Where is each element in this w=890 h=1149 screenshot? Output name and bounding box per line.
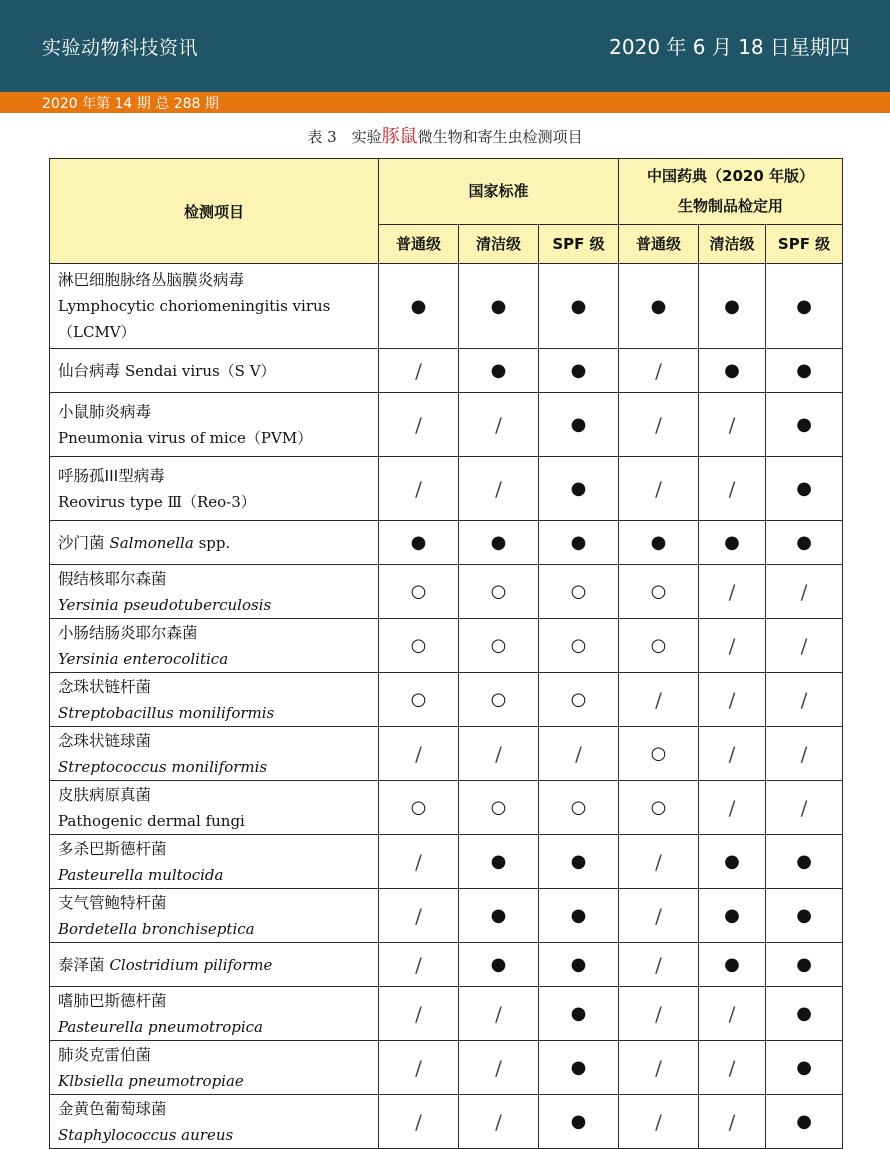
item-abbreviation: （LCMV） [58, 323, 136, 341]
item-latin-name: Pasteurella pneumotropica [58, 1017, 264, 1036]
table-row [50, 673, 843, 727]
table-row [50, 781, 843, 835]
detection-item [50, 393, 379, 457]
item-chinese-name: 小鼠肺炎病毒 [58, 402, 152, 421]
table-row [50, 393, 843, 457]
table-row [50, 835, 843, 889]
test-mark: / [619, 349, 699, 393]
publication-title: 实验动物科技资讯 [42, 37, 199, 59]
test-mark: / [619, 457, 699, 521]
detection-item [50, 889, 379, 943]
test-mark: / [619, 889, 699, 943]
test-mark: ● [459, 943, 539, 987]
item-chinese-name: 肺炎克雷伯菌 [58, 1045, 152, 1064]
test-mark: ● [539, 835, 619, 889]
test-mark: / [619, 987, 699, 1041]
test-mark: ● [539, 889, 619, 943]
test-mark: / [459, 727, 539, 781]
item-chinese-name: 仙台病毒 [58, 361, 121, 380]
test-mark: / [766, 727, 843, 781]
test-mark: / [459, 393, 539, 457]
item-latin-suffix: spp. [193, 533, 231, 552]
test-mark: ● [619, 521, 699, 565]
table-row [50, 727, 843, 781]
detection-item [50, 673, 379, 727]
test-mark: ○ [459, 619, 539, 673]
item-latin-name: Klbsiella pneumotropiae [58, 1071, 244, 1090]
item-chinese-name: 假结核耶尔森菌 [58, 569, 167, 588]
item-latin-name: Bordetella bronchiseptica [58, 919, 255, 938]
item-chinese-name: 呼肠孤III型病毒 [58, 466, 165, 485]
item-chinese-name: 淋巴细胞脉络丛脑膜炎病毒 [58, 271, 245, 289]
table-row [50, 1041, 843, 1095]
level-header-5: 清洁级 [699, 224, 766, 263]
test-mark: ● [539, 393, 619, 457]
item-latin-name: Yersinia enterocolitica [58, 649, 229, 668]
test-mark: ○ [459, 781, 539, 835]
test-mark: ● [699, 521, 766, 565]
detection-item [50, 565, 379, 619]
test-mark: ● [766, 457, 843, 521]
test-mark: / [766, 673, 843, 727]
item-chinese-name: 多杀巴斯德杆菌 [58, 839, 167, 858]
item-latin-name: Pasteurella multocida [58, 865, 224, 884]
test-mark: ● [539, 457, 619, 521]
test-mark: / [459, 457, 539, 521]
test-mark: / [619, 835, 699, 889]
pharmacopoeia-header [619, 159, 843, 225]
test-mark: / [619, 673, 699, 727]
test-mark: ○ [379, 781, 459, 835]
test-mark: ● [539, 264, 619, 349]
pharmacopoeia-line2: 生物制品检定用 [678, 197, 784, 216]
test-mark: / [459, 1095, 539, 1149]
test-mark: / [699, 457, 766, 521]
detection-item [50, 521, 379, 565]
test-mark: / [539, 727, 619, 781]
test-mark: ● [459, 349, 539, 393]
detection-item [50, 1041, 379, 1095]
test-mark: / [619, 1095, 699, 1149]
item-chinese-name: 嗜肺巴斯德杆菌 [58, 991, 167, 1010]
test-mark: / [379, 987, 459, 1041]
item-latin-name: Clostridium piliforme [109, 955, 273, 974]
item-chinese-name: 金黄色葡萄球菌 [58, 1099, 167, 1118]
level-header-4: 普通级 [619, 224, 699, 263]
test-mark: / [699, 619, 766, 673]
table-row [50, 457, 843, 521]
test-mark: ● [699, 943, 766, 987]
test-mark: ● [539, 1041, 619, 1095]
test-mark: ● [766, 987, 843, 1041]
test-mark: / [619, 393, 699, 457]
table-row [50, 987, 843, 1041]
item-chinese-name: 小肠结肠炎耶尔森菌 [58, 623, 198, 642]
test-mark: / [379, 1041, 459, 1095]
test-mark: ● [539, 521, 619, 565]
test-mark: / [619, 943, 699, 987]
item-chinese-name: 念珠状链球菌 [58, 731, 152, 750]
item-chinese-name: 沙门菌 [58, 533, 105, 552]
detection-item [50, 349, 379, 393]
item-english-name: Pneumonia virus of mice（PVM） [58, 428, 313, 447]
item-latin-name: Yersinia pseudotuberculosis [58, 595, 272, 614]
item-latin-name: Salmonella [109, 533, 194, 552]
test-mark: / [766, 619, 843, 673]
issue-band [0, 92, 890, 113]
test-mark: / [766, 565, 843, 619]
item-chinese-name: 泰泽菌 [58, 955, 105, 974]
item-chinese-name: 支气管鲍特杆菌 [58, 893, 167, 912]
item-chinese-name: 皮肤病原真菌 [58, 785, 152, 804]
test-mark: ● [459, 835, 539, 889]
test-mark: ○ [379, 619, 459, 673]
detection-item [50, 943, 379, 987]
test-mark: ● [766, 349, 843, 393]
test-mark: ○ [619, 727, 699, 781]
test-mark: / [699, 987, 766, 1041]
detection-table [49, 158, 843, 1149]
test-mark: / [699, 781, 766, 835]
test-mark: ○ [539, 781, 619, 835]
table-row [50, 889, 843, 943]
test-mark: ● [766, 1095, 843, 1149]
header-date: 2020 年 6 月 18 日星期四 [609, 35, 850, 59]
table-row [50, 619, 843, 673]
test-mark: ○ [459, 565, 539, 619]
test-mark: ● [766, 889, 843, 943]
test-mark: / [379, 1095, 459, 1149]
test-mark: / [619, 1041, 699, 1095]
test-mark: ● [459, 521, 539, 565]
test-mark: ○ [619, 781, 699, 835]
test-mark: / [459, 987, 539, 1041]
detection-item [50, 835, 379, 889]
caption-suffix: 微生物和寄生虫检测项目 [417, 128, 583, 146]
detection-item [50, 987, 379, 1041]
test-mark: / [379, 349, 459, 393]
caption-prefix: 表 3 实验 [307, 128, 382, 146]
test-mark: / [379, 943, 459, 987]
test-mark: / [699, 565, 766, 619]
caption-highlight: 豚鼠 [381, 126, 418, 147]
test-mark: ● [379, 521, 459, 565]
test-mark: / [459, 1041, 539, 1095]
table-row [50, 349, 843, 393]
table-caption [0, 122, 890, 148]
test-mark: ○ [539, 619, 619, 673]
item-english-name: Pathogenic dermal fungi [58, 811, 245, 830]
test-mark: ● [766, 835, 843, 889]
table-row [50, 1095, 843, 1149]
test-mark: / [379, 393, 459, 457]
test-mark: / [699, 727, 766, 781]
test-mark: ● [539, 943, 619, 987]
test-mark: / [699, 1095, 766, 1149]
test-mark: / [379, 457, 459, 521]
item-english-name: Lymphocytic choriomeningitis virus [58, 297, 331, 315]
item-latin-name: Streptococcus moniliformis [58, 757, 268, 776]
test-mark: ○ [619, 619, 699, 673]
item-latin-name: Streptobacillus moniliformis [58, 703, 275, 722]
test-mark: / [699, 393, 766, 457]
test-mark: ● [766, 264, 843, 349]
level-header-6: SPF 级 [766, 224, 843, 263]
test-mark: / [766, 781, 843, 835]
detection-item [50, 264, 379, 349]
level-header-2: 清洁级 [459, 224, 539, 263]
pharmacopoeia-line1: 中国药典（2020 年版） [647, 167, 815, 186]
test-mark: ○ [539, 673, 619, 727]
test-mark: ● [539, 987, 619, 1041]
test-mark: ● [699, 349, 766, 393]
item-column-header: 检测项目 [50, 159, 379, 264]
detection-item [50, 457, 379, 521]
item-chinese-name: 念珠状链杆菌 [58, 677, 152, 696]
test-mark: ● [459, 889, 539, 943]
test-mark: ● [766, 943, 843, 987]
table-row [50, 943, 843, 987]
item-english-name: Sendai virus（S V） [124, 361, 276, 380]
detection-item [50, 727, 379, 781]
test-mark: ● [766, 521, 843, 565]
test-mark: ○ [619, 565, 699, 619]
test-mark: ● [379, 264, 459, 349]
test-mark: ● [699, 889, 766, 943]
test-mark: ● [459, 264, 539, 349]
test-mark: ● [619, 264, 699, 349]
test-mark: ● [699, 264, 766, 349]
table-row [50, 264, 843, 349]
test-mark: / [379, 889, 459, 943]
level-header-3: SPF 级 [539, 224, 619, 263]
issue-number: 2020 年第 14 期 总 288 期 [42, 96, 219, 112]
test-mark: ○ [459, 673, 539, 727]
test-mark: / [699, 1041, 766, 1095]
test-mark: ● [699, 835, 766, 889]
test-mark: ○ [379, 565, 459, 619]
test-mark: ● [766, 393, 843, 457]
test-mark: ● [766, 1041, 843, 1095]
detection-item [50, 1095, 379, 1149]
item-latin-name: Staphylococcus aureus [58, 1125, 234, 1144]
test-mark: ● [539, 349, 619, 393]
test-mark: / [379, 835, 459, 889]
test-mark: / [699, 673, 766, 727]
detection-item [50, 619, 379, 673]
test-mark: / [379, 727, 459, 781]
test-mark: ● [539, 1095, 619, 1149]
item-english-name: Reovirus type Ⅲ（Reo-3） [58, 492, 256, 511]
test-mark: ○ [379, 673, 459, 727]
level-header-1: 普通级 [379, 224, 459, 263]
test-mark: ○ [539, 565, 619, 619]
table-row [50, 521, 843, 565]
page-header [0, 0, 890, 92]
table-row [50, 565, 843, 619]
national-standard-header: 国家标准 [379, 159, 619, 225]
detection-item [50, 781, 379, 835]
